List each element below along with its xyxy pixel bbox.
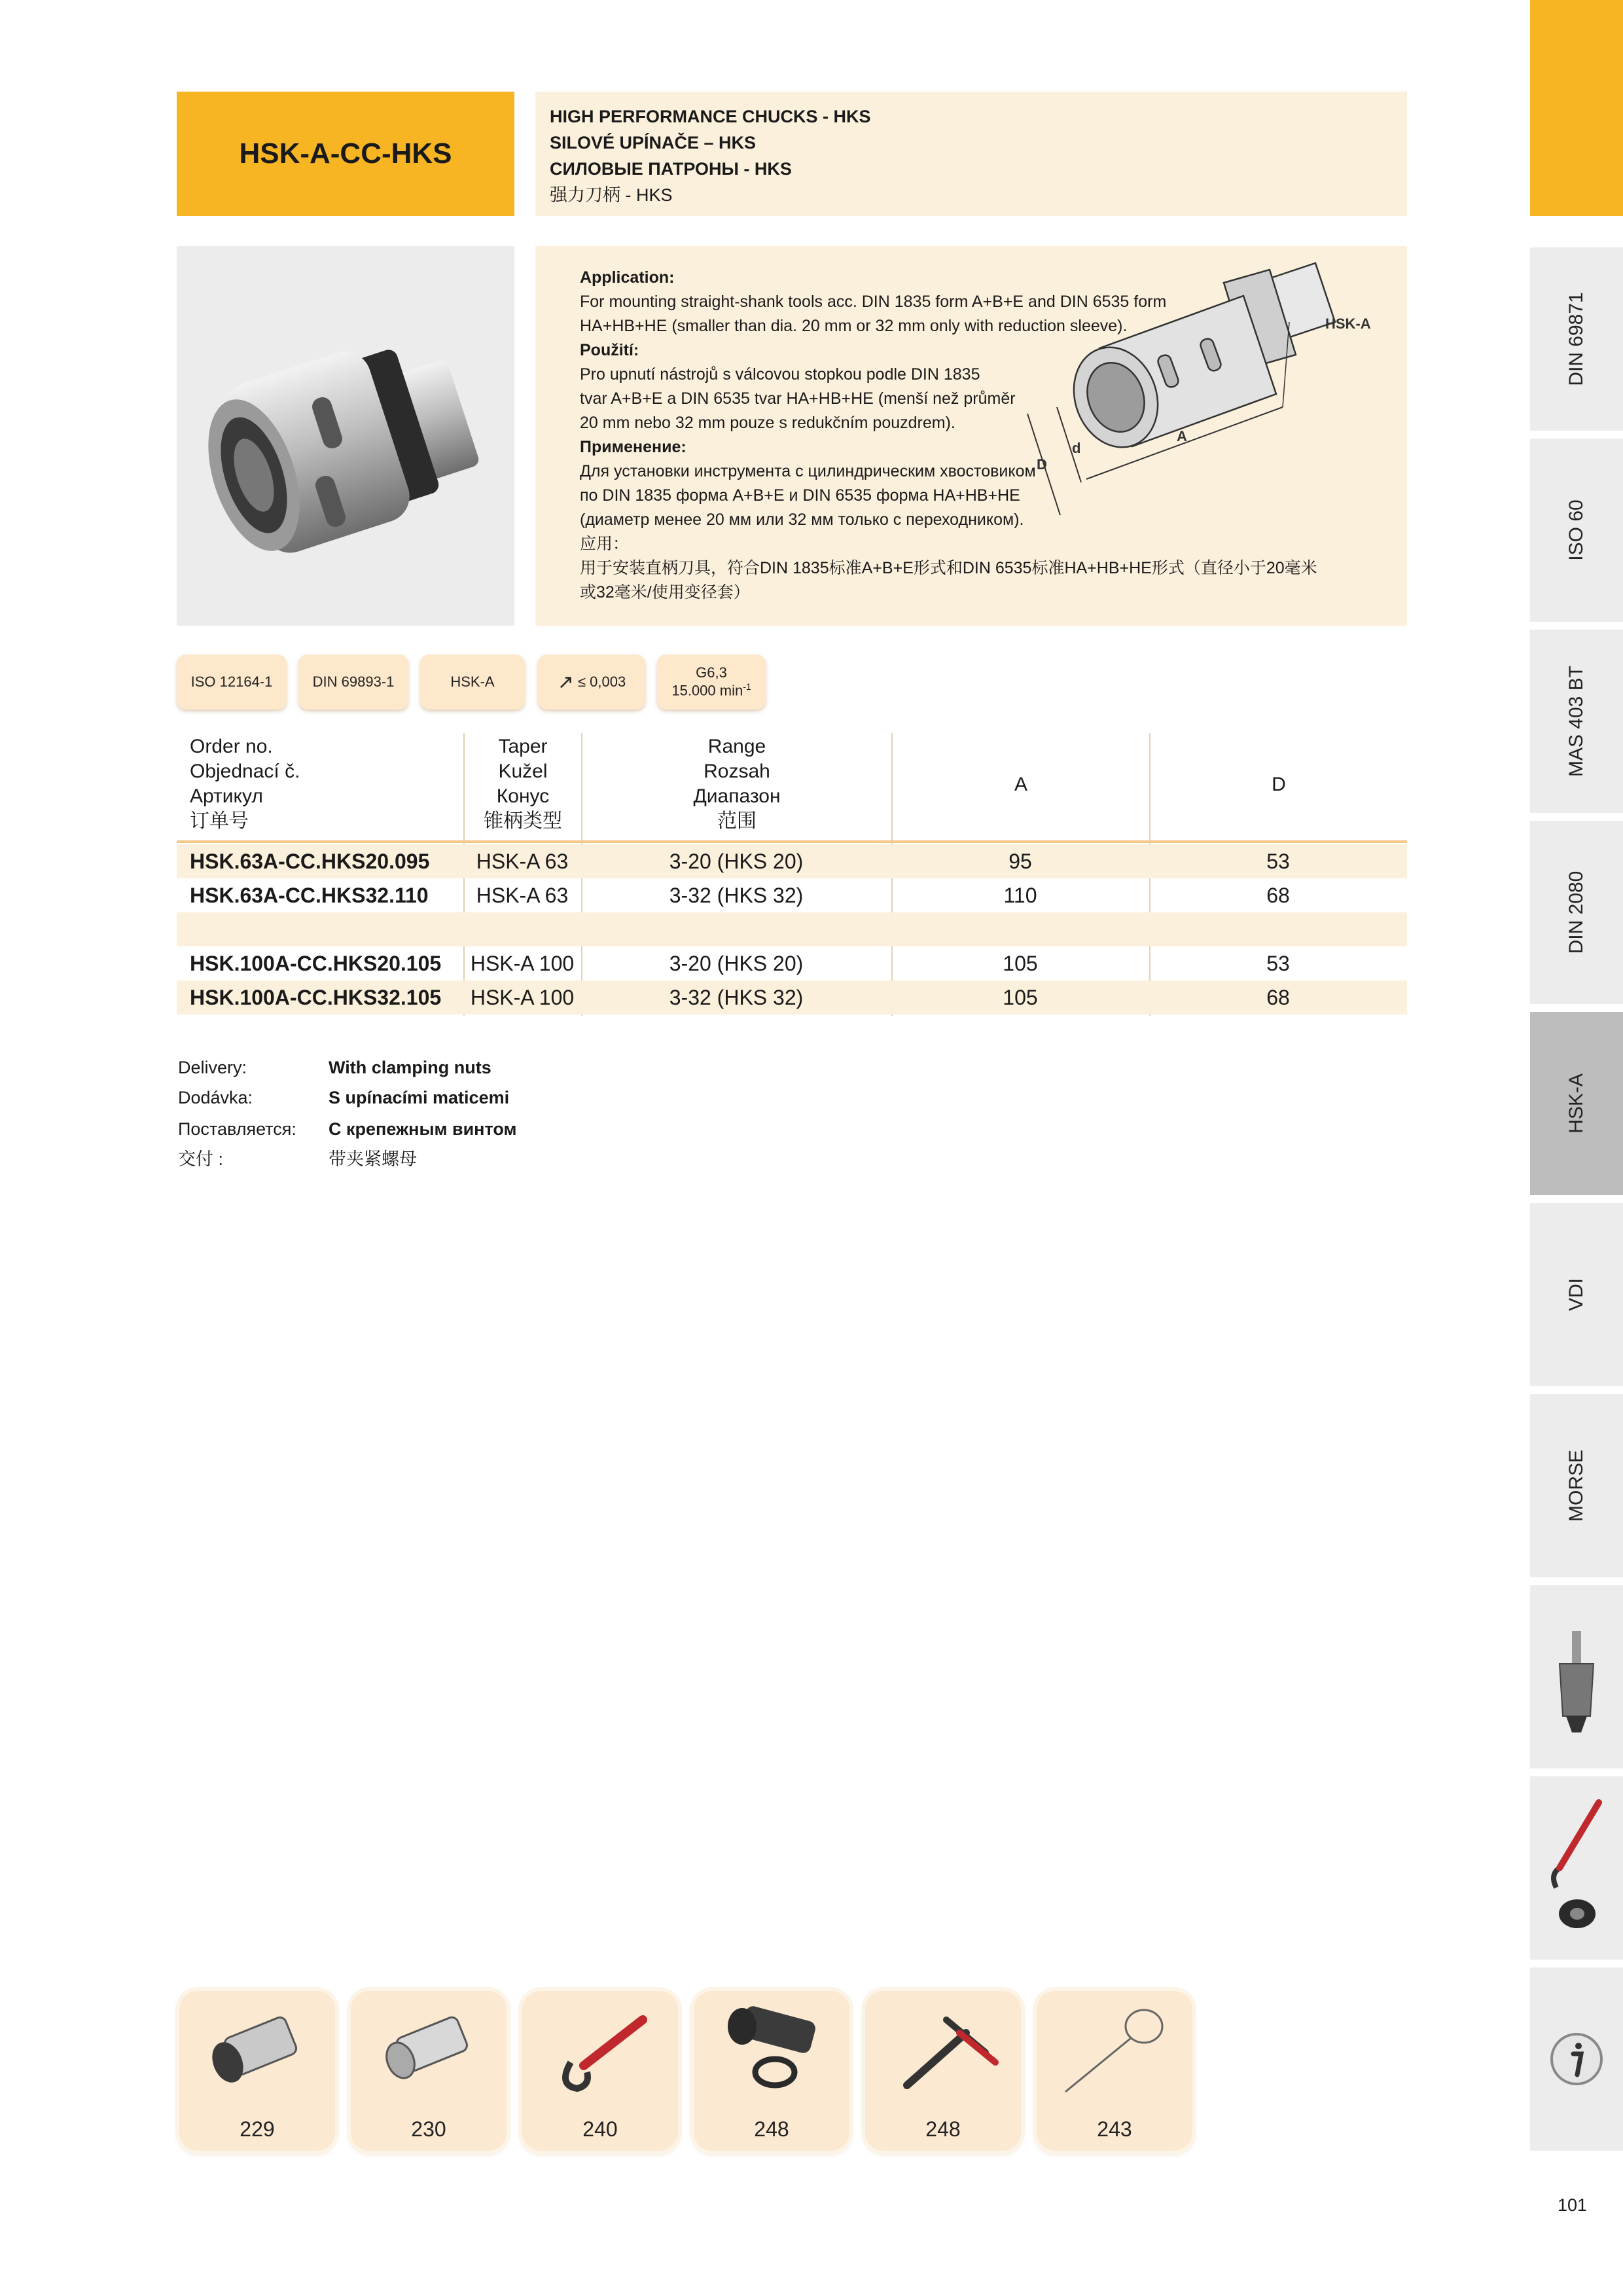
product-photo [177,246,514,626]
runout-arrow-icon: ↗ [557,671,574,693]
badge-din [298,655,408,709]
product-title: HSK-A-CC-HKS [177,92,514,216]
accessory-t-key[interactable] [865,1991,1021,2151]
application-en-line: For mounting straight-shank tools acc. DIN 1835 form A+B+E and DIN 6535 form [580,293,1167,311]
cell-order: HSK.63A-CC.HKS20.095 [190,850,430,873]
chuck-photo-icon [177,246,514,626]
application-cz-line: 20 mm nebo 32 mm pouze s redukčním pouzdrem). [580,414,955,432]
cell-range: 3-20 (HKS 20) [669,952,804,975]
delivery-value: S upínacími maticemi [329,1088,510,1107]
accessory-reduction-sleeve[interactable] [351,1991,507,2151]
header-titles [535,92,1407,216]
application-ru-heading: Применение: [580,438,687,456]
cell-taper: HSK-A 63 [476,884,569,907]
cell-d: 68 [1266,986,1290,1009]
accessory-page: 243 [1097,2117,1132,2141]
cleaning-wire-icon [1046,2000,1183,2098]
accessory-page: 240 [582,2117,618,2141]
delivery-value: С крепежным винтом [329,1119,517,1139]
badge-runout-label: ≤ 0,003 [577,673,626,690]
cell-d: 53 [1266,850,1290,873]
side-tab-accent [1530,0,1623,216]
delivery-label: Dodávka: [178,1088,253,1107]
application-ru-line: (диаметр менее 20 мм или 32 мм только с переходником). [580,511,1024,529]
table-row [177,980,1407,1014]
accessory-pull-stud[interactable] [694,1991,849,2151]
tab-vdi[interactable]: VDI [1530,1203,1623,1390]
header-taper: Taper Kužel Конус 锥柄类型 [484,736,562,832]
badge-runout [538,655,645,709]
application-ru-line: Для установки инструмента с цилиндрическим хвостовиком [580,462,1036,480]
application-cz-line: Pro upnutí nástrojů s válcovou stopkou podle DIN 1835 [580,365,980,384]
application-cz-line: tvar A+B+E a DIN 6535 tvar HA+HB+HE (menší než průměr [580,389,1016,408]
badge-balance-grade: G6,3 [696,664,727,681]
table-row [177,946,1407,980]
tab-din-69871[interactable]: DIN 69871 [1530,247,1623,435]
header-order: Order no. Objednací č. Артикул 订单号 [190,736,300,832]
cell-a: 105 [1003,986,1038,1009]
cell-taper: HSK-A 100 [470,986,575,1009]
delivery-label: Delivery: [178,1058,247,1077]
cell-taper: HSK-A 63 [476,850,569,873]
accessory-page: 229 [240,2117,275,2141]
application-zh-line: 用于安装直柄刀具，符合DIN 1835标准A+B+E形式和DIN 6535标准HA+HB+HE形式（直径小于20毫米 [580,559,1317,577]
pull-stud-icon [703,2000,840,2098]
cell-a: 110 [1003,884,1037,907]
tab-iso-60[interactable]: ISO 60 [1530,439,1623,626]
header-range: Range Rozsah Диапазон 范围 [693,736,781,832]
drawing-label-d-small: d [1072,440,1081,456]
cell-a: 95 [1008,850,1032,873]
cell-d: 68 [1266,884,1290,907]
badge-iso-label: ISO 12164-1 [190,673,273,690]
page-number: 101 [1558,2195,1588,2215]
technical-drawing [1008,257,1400,531]
header-a: A [1014,774,1027,795]
drawing-label-d-big: D [1037,456,1047,473]
table-row [177,912,1407,946]
delivery-label: 交付 : [178,1149,224,1169]
table-row [177,844,1407,878]
badge-balance [657,655,766,709]
cell-taper: HSK-A 100 [470,952,575,975]
header-d: D [1272,774,1286,795]
cell-order: HSK.100A-CC.HKS32.105 [190,986,442,1009]
cell-range: 3-20 (HKS 20) [669,850,804,873]
delivery-label: Поставляется: [178,1119,296,1139]
drawing-label-a: A [1177,428,1187,444]
tab-info[interactable] [1530,1967,1623,2155]
application-zh-line: 或32毫米/使用变径套） [580,583,750,601]
badge-balance-speed: 15.000 $\min^{-1}$ [671,681,751,699]
hook-wrench-icon [531,2000,669,2098]
application-ru-line: по DIN 1835 форма А+В+Е и DIN 6535 форма НА+НВ+НЕ [580,486,1020,505]
accessory-cleaning-wire[interactable] [1037,1991,1192,2151]
accessory-page: 248 [925,2117,961,2141]
tab-morse[interactable]: MORSE [1530,1394,1623,1581]
cell-a: 105 [1003,952,1038,975]
reduction-sleeve-icon [360,2000,497,2098]
cell-order: HSK.63A-CC.HKS32.110 [190,884,429,907]
badge-din-label: DIN 69893-1 [312,673,395,690]
application-en-heading: Application: [580,268,675,287]
cell-range: 3-32 (HKS 32) [669,986,804,1009]
cell-d: 53 [1266,952,1290,975]
application-en-line: HA+HB+HE (smaller than dia. 20 mm or 32 mm only with reduction sleeve). [580,317,1128,335]
application-cz-heading: Použití: [580,341,639,359]
title-zh: 强力刀柄 - HKS [550,185,673,205]
delivery-value: With clamping nuts [329,1058,491,1077]
t-handle-key-icon [874,2000,1012,2098]
title-cz: SILOVÉ UPÍNAČE – HKS [550,133,757,152]
cell-order: HSK.100A-CC.HKS20.105 [190,952,442,975]
badge-iso [177,655,287,709]
accessory-page: 248 [754,2117,789,2141]
title-en: HIGH PERFORMANCE CHUCKS - HKS [550,107,871,126]
tab-drill-chucks[interactable] [1530,1585,1623,1772]
badge-hsk-label: HSK-A [450,673,495,690]
drawing-label-hsk: HSK-A [1325,315,1371,332]
tab-hsk-a[interactable]: HSK-A [1530,1012,1623,1199]
wrench-and-nut-icon [1530,1776,1623,1964]
table-row [177,878,1407,912]
accessory-page: 230 [411,2117,446,2141]
cell-range: 3-32 (HKS 32) [669,884,804,907]
collet-sleeve-icon [188,2000,326,2098]
delivery-value: 带夹紧螺母 [329,1149,417,1169]
header-rule [177,840,1407,843]
application-zh-heading: 应用： [580,535,630,553]
info-icon [1530,1967,1623,2155]
badge-hsk [420,655,525,709]
title-ru: СИЛОВЫЕ ПАТРОНЫ - HKS [550,159,792,179]
tab-wrenches-nuts[interactable] [1530,1776,1623,1964]
drill-chuck-icon [1530,1585,1623,1772]
tab-din-2080[interactable]: DIN 2080 [1530,821,1623,1008]
accessory-collet[interactable] [179,1991,335,2151]
accessory-hook-wrench[interactable] [522,1991,678,2151]
tab-mas-403-bt[interactable]: MAS 403 BT [1530,630,1623,817]
